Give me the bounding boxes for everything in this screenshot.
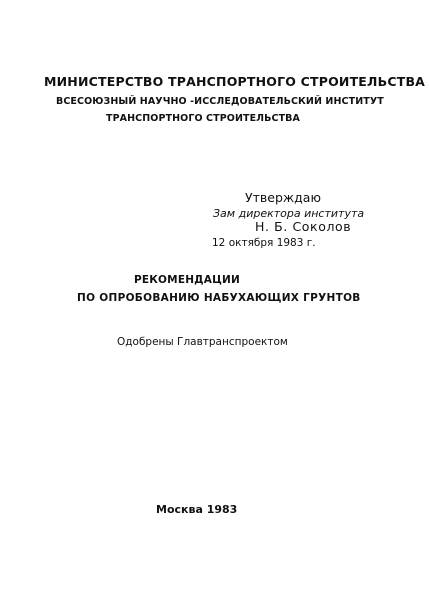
publication-city-year: Москва 1983 [156,503,238,516]
ministry-name: МИНИСТЕРСТВО ТРАНСПОРТНОГО СТРОИТЕЛЬСТВА [44,74,426,89]
approver-position: Зам директора института [213,207,365,220]
approval-heading: Утверждаю [245,190,321,205]
document-title: РЕКОМЕНДАЦИИ [134,274,240,286]
institute-name-line1: ВСЕСОЮЗНЫЙ НАУЧНО -ИССЛЕДОВАТЕЛЬСКИЙ ИНСТИТУТ [56,96,384,107]
approved-by-note: Одобрены Главтранспроектом [117,336,288,348]
document-subtitle: ПО ОПРОБОВАНИЮ НАБУХАЮЩИХ ГРУНТОВ [77,292,361,304]
approval-date: 12 октября 1983 г. [212,237,316,249]
institute-name-line2: ТРАНСПОРТНОГО СТРОИТЕЛЬСТВА [106,113,300,124]
approver-name: Н. Б. Соколов [255,219,352,234]
